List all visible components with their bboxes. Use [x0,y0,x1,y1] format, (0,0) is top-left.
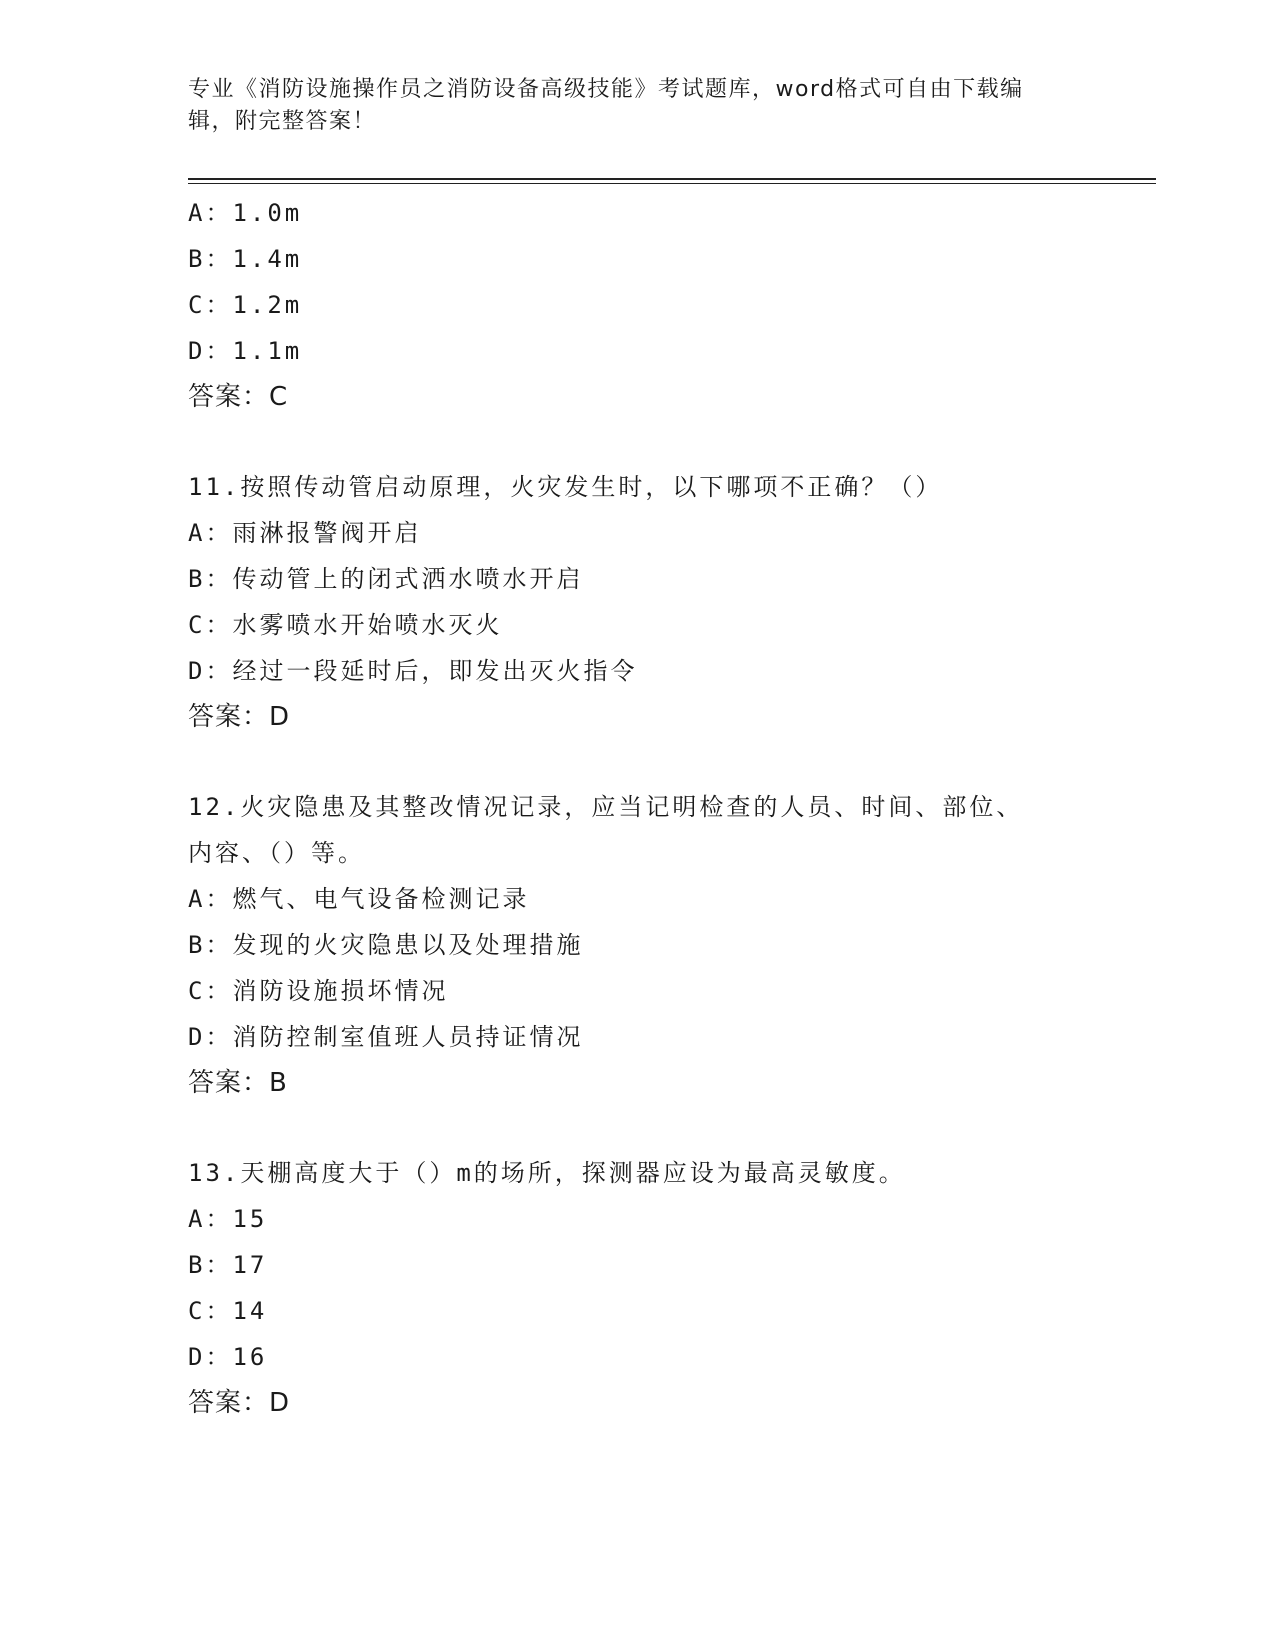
option-b: B：17 [188,1251,268,1279]
question-13 [188,1150,1088,1426]
header-line-1: 专业《消防设施操作员之消防设备高级技能》考试题库，word格式可自由下载编 [188,77,1024,102]
option-c: C：水雾喷水开始喷水灭火 [188,611,503,639]
option-c: C：1.2m [188,291,303,319]
header-divider-thin [188,183,1156,184]
option-c: C：消防设施损坏情况 [188,977,449,1005]
option-b: B：传动管上的闭式洒水喷水开启 [188,565,584,593]
header-line-2: 辑，附完整答案！ [188,109,377,134]
answer-line: 答案：D [188,702,291,732]
question-11 [188,464,1088,740]
option-a: A：雨淋报警阀开启 [188,519,422,547]
option-c: C：14 [188,1297,268,1325]
document-header [188,74,1068,138]
question-10-continued [188,190,1088,420]
option-a: A：1.0m [188,199,303,227]
question-stem-line-1: 12.火灾隐患及其整改情况记录，应当记明检查的人员、时间、部位、 [188,793,1024,821]
answer-line: 答案：B [188,1068,288,1098]
option-b: B：1.4m [188,245,303,273]
option-b: B：发现的火灾隐患以及处理措施 [188,931,584,959]
option-d: D：消防控制室值班人员持证情况 [188,1023,584,1051]
option-a: A：15 [188,1205,268,1233]
question-list [188,190,1088,1426]
question-stem: 13.天棚高度大于（）m的场所，探测器应设为最高灵敏度。 [188,1159,906,1187]
answer-line: 答案：D [188,1388,291,1418]
option-d: D：1.1m [188,337,303,365]
question-stem: 11.按照传动管启动原理，火灾发生时，以下哪项不正确？（） [188,473,943,501]
question-stem-line-2: 内容、（）等。 [188,839,365,867]
option-d: D：16 [188,1343,268,1371]
question-12 [188,784,1088,1106]
answer-line: 答案：C [188,382,289,412]
option-a: A：燃气、电气设备检测记录 [188,885,530,913]
header-divider-thick [188,178,1156,180]
option-d: D：经过一段延时后，即发出灭火指令 [188,657,638,685]
